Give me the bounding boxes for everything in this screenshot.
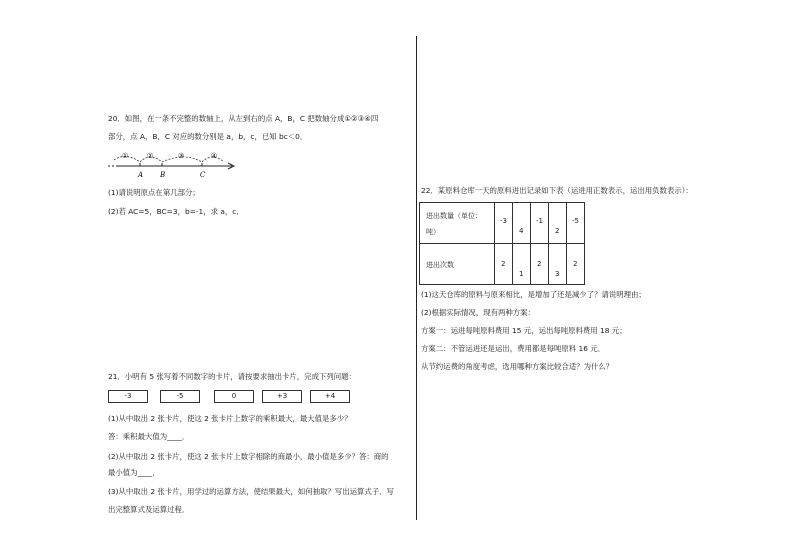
card-3: 0 xyxy=(214,390,254,403)
number-line-figure xyxy=(106,148,246,180)
table-cell: 3 xyxy=(549,244,567,285)
table-row xyxy=(420,244,585,285)
card-4: +3 xyxy=(262,390,302,403)
q22-plan2: 方案二：不管运进还是运出，费用都是每吨原料 16 元． xyxy=(421,344,606,353)
table-cell: 2 xyxy=(495,244,513,285)
q22-sub1: (1)这天仓库的原料与原来相比，是增加了还是减少了？请说明理由； xyxy=(421,290,646,299)
q21-sub3-line1: (3)从中取出 2 张卡片，用学过的运算方法，使结果最大，如何抽取？写出运算式子．写 xyxy=(108,487,394,496)
q22-intro: 22．某原料仓库一天的原料进出记录如下表（运进用正数表示，运出用负数表示）： xyxy=(421,186,693,195)
table-cell: -3 xyxy=(495,203,513,244)
quantity-label-line2: 吨） xyxy=(426,228,440,236)
table-row xyxy=(420,203,585,244)
q21-intro: 21．小明有 5 张写着不同数字的卡片，请按要求抽出卡片，完成下列问题： xyxy=(108,372,356,381)
q21-sub2-line2: 最小值为____． xyxy=(108,468,160,477)
q21-sub1: (1)从中取出 2 张卡片，使这 2 张卡片上数字的乘积最大，最大值是多少？ xyxy=(108,414,352,423)
quantity-label-line1: 进出数量（单位： xyxy=(426,212,482,220)
region-1-label: ① xyxy=(122,152,129,160)
point-a-label: A xyxy=(138,171,144,179)
table-cell: 4 xyxy=(513,203,531,244)
point-c-label: C xyxy=(200,171,206,179)
inventory-table xyxy=(419,202,585,285)
card-2: -5 xyxy=(160,390,200,403)
q20-line2: 部分，点 A，B，C 对应的数分别是 a，b，c，已知 bc＜0． xyxy=(108,132,308,141)
q22-sub2: (2)根据实际情况，现有两种方案： xyxy=(421,308,535,317)
q21-sub3-line2: 出完整算式及运算过程． xyxy=(108,505,190,514)
q20-sub2: (2)若 AC=5，BC=3，b=-1，求 a，c． xyxy=(108,207,244,216)
table-cell: 2 xyxy=(567,244,585,285)
region-3-label: ③ xyxy=(178,152,185,160)
card-1: -3 xyxy=(108,390,148,403)
q21-answer1: 答：乘积最大值为____． xyxy=(108,432,190,441)
q20-line1: 20．如图，在一条不完整的数轴上，从左到右的点 A，B，C 把数轴分成①②③④四 xyxy=(108,114,379,123)
point-b-label: B xyxy=(160,171,166,179)
card-5: +4 xyxy=(310,390,350,403)
q21-sub2-line1: (2)从中取出 2 张卡片，使这 2 张卡片上数字相除的商最小，最小值是多少？答：商的 xyxy=(108,452,389,461)
column-divider xyxy=(416,36,417,520)
count-label: 进出次数 xyxy=(426,261,454,269)
table-cell: -5 xyxy=(567,203,585,244)
region-2-label: ② xyxy=(147,152,154,160)
q22-plan1: 方案一：运进每吨原料费用 15 元，运出每吨原料费用 18 元； xyxy=(421,326,627,335)
region-4-label: ④ xyxy=(211,152,218,160)
table-header-quantity xyxy=(420,203,495,244)
q20-sub1: (1)请说明原点在第几部分； xyxy=(108,188,200,197)
table-cell: 2 xyxy=(549,203,567,244)
table-cell: -1 xyxy=(531,203,549,244)
table-header-count xyxy=(420,244,495,285)
table-cell: 1 xyxy=(513,244,531,285)
q22-question: 从节约运费的角度考虑，选用哪种方案比较合适？为什么？ xyxy=(421,362,614,371)
table-cell: 2 xyxy=(531,244,549,285)
